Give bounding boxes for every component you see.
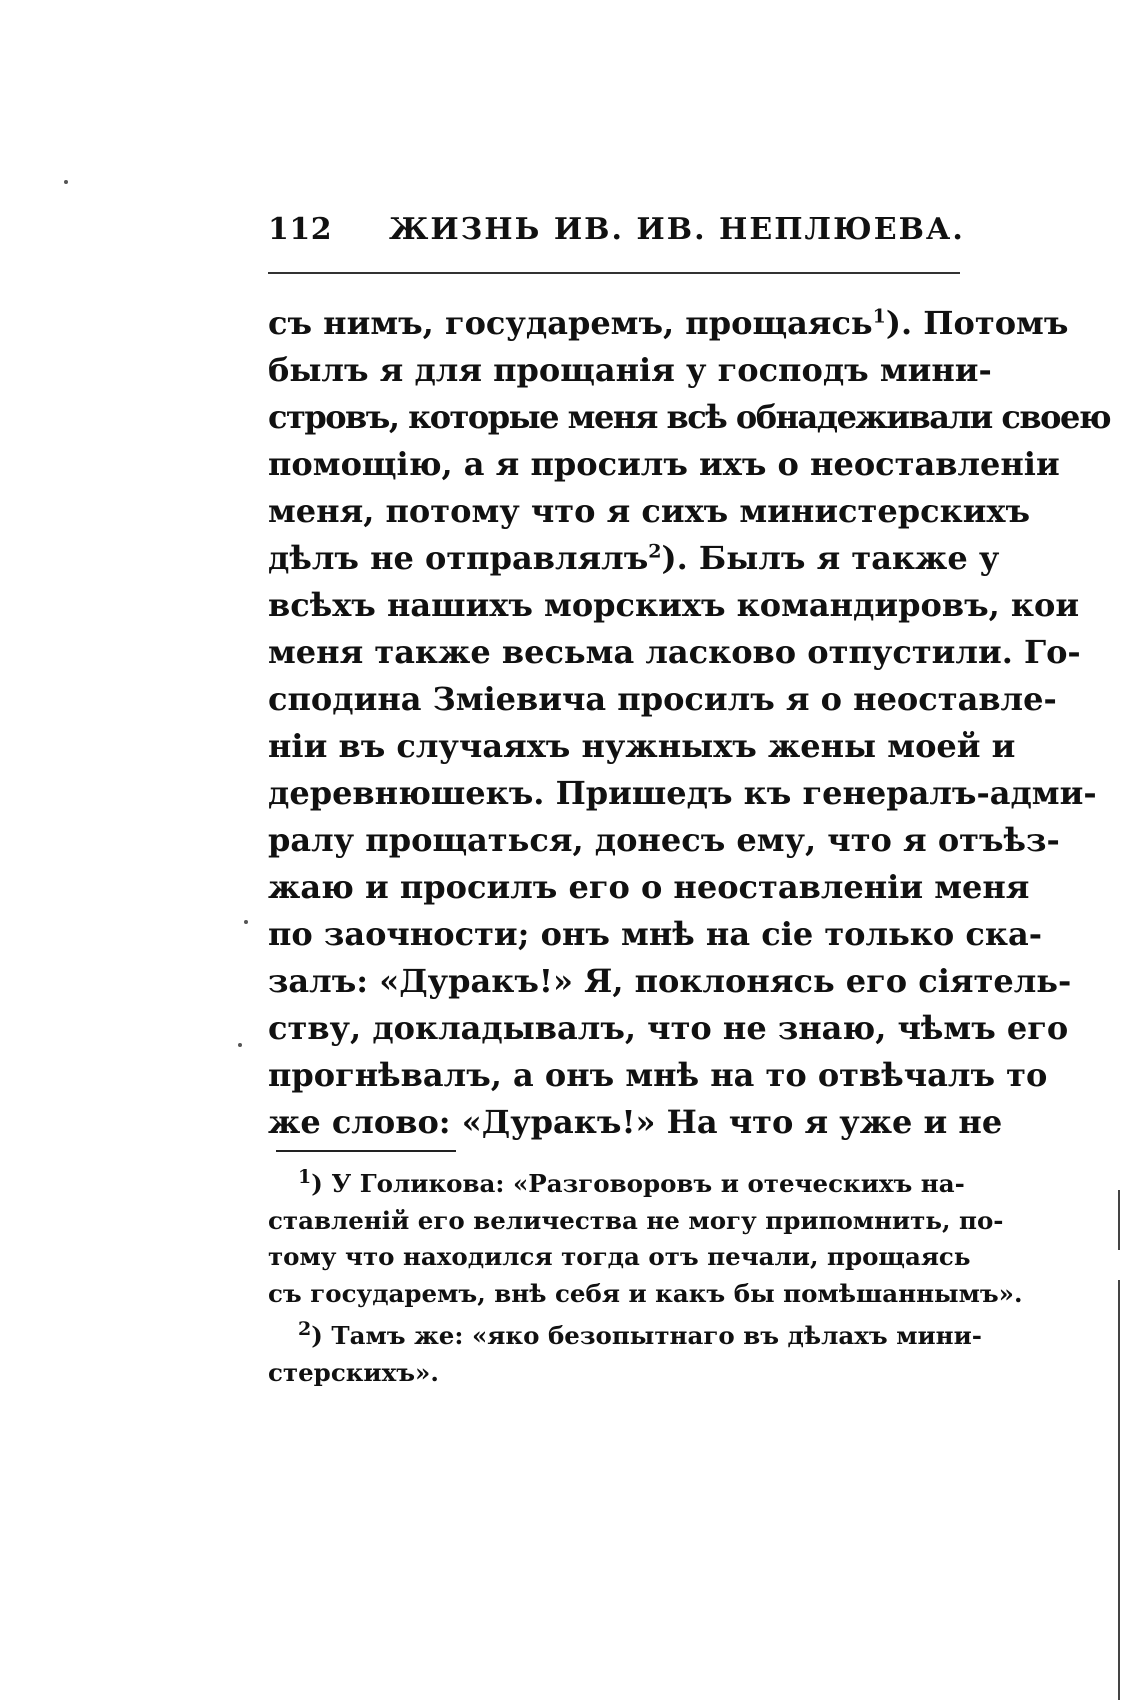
running-title: ЖИЗНЬ ИВ. ИВ. НЕПЛЮЕВА.: [388, 212, 965, 247]
scan-speck: [64, 180, 68, 184]
footnote-separator: [276, 1150, 456, 1152]
text-line: всѣхъ нашихъ морскихъ командировъ, кои: [268, 586, 1080, 624]
footnote-2-marker: 2: [298, 1317, 312, 1340]
text-line: сподина Зміевича просилъ я о неоставле-: [268, 680, 1057, 718]
text-line: ралу прощаться, донесъ ему, что я отъѣз-: [268, 821, 1060, 859]
text-line: прогнѣвалъ, а онъ мнѣ на то отвѣчалъ то: [268, 1056, 1048, 1094]
text-line: ству, докладывалъ, что не знаю, чѣмъ его: [268, 1009, 1069, 1047]
footnotes: [268, 1165, 1023, 1391]
footnote-1-line: тому что находился тогда отъ печали, прощаясь: [268, 1242, 971, 1271]
scan-edge-mark: [1118, 1280, 1120, 1700]
footnote-1-marker: 1: [298, 1165, 312, 1188]
footnote-2-line: стерскихъ».: [268, 1357, 439, 1387]
text-line: помощію, а я просилъ ихъ о неоставленіи: [268, 445, 1060, 483]
text-line: ніи въ случаяхъ нужныхъ жены моей и: [268, 727, 1016, 765]
text-line: залъ: «Дуракъ!» Я, поклонясь его сіятель-: [268, 962, 1072, 1000]
text-line: дѣлъ не отправлялъ$^2$). Былъ я также у: [268, 539, 1000, 577]
running-header: [268, 212, 965, 247]
footnote-ref-1: 1: [872, 305, 886, 328]
footnote-1-line: съ государемъ, внѣ себя и какъ бы помѣшаннымъ».: [268, 1278, 1023, 1308]
text-line: деревнюшекъ. Пришедъ къ генералъ-адми-: [268, 774, 1097, 812]
text-line: же слово: «Дуракъ!» На что я уже и не: [268, 1103, 1003, 1141]
text-line: по заочности; онъ мнѣ на сіе только ска-: [268, 915, 1042, 953]
scan-speck: [244, 920, 248, 924]
header-rule: [268, 272, 960, 274]
text-line: жаю и просилъ его о неоставленіи меня: [268, 868, 1030, 906]
page-number: 112: [268, 212, 333, 247]
footnote-1-line: $^1$) У Голикова: «Разговоровъ и отеческихъ на-: [298, 1165, 965, 1198]
text-line: былъ я для прощанія у господъ мини-: [268, 351, 992, 389]
scan-speck: [238, 1043, 242, 1047]
text-line: меня, потому что я сихъ министерскихъ: [268, 492, 1031, 530]
text-line: стровъ, которые меня всѣ обнадеживали своею: [268, 398, 1111, 436]
text-line: меня также весьма ласково отпустили. Го-: [268, 633, 1081, 671]
footnote-2-line: $^2$) Тамъ же: «яко безопытнаго въ дѣлахъ мини-: [298, 1317, 982, 1350]
footnote-ref-2: 2: [648, 540, 662, 563]
scan-edge-mark: [1118, 1190, 1120, 1250]
text-line: съ нимъ, государемъ, прощаясь$^1$). Потомъ: [268, 304, 1069, 342]
footnote-1-line: ставленій его величества не могу припомнить, по-: [268, 1205, 1004, 1235]
main-text: [268, 300, 1111, 1146]
